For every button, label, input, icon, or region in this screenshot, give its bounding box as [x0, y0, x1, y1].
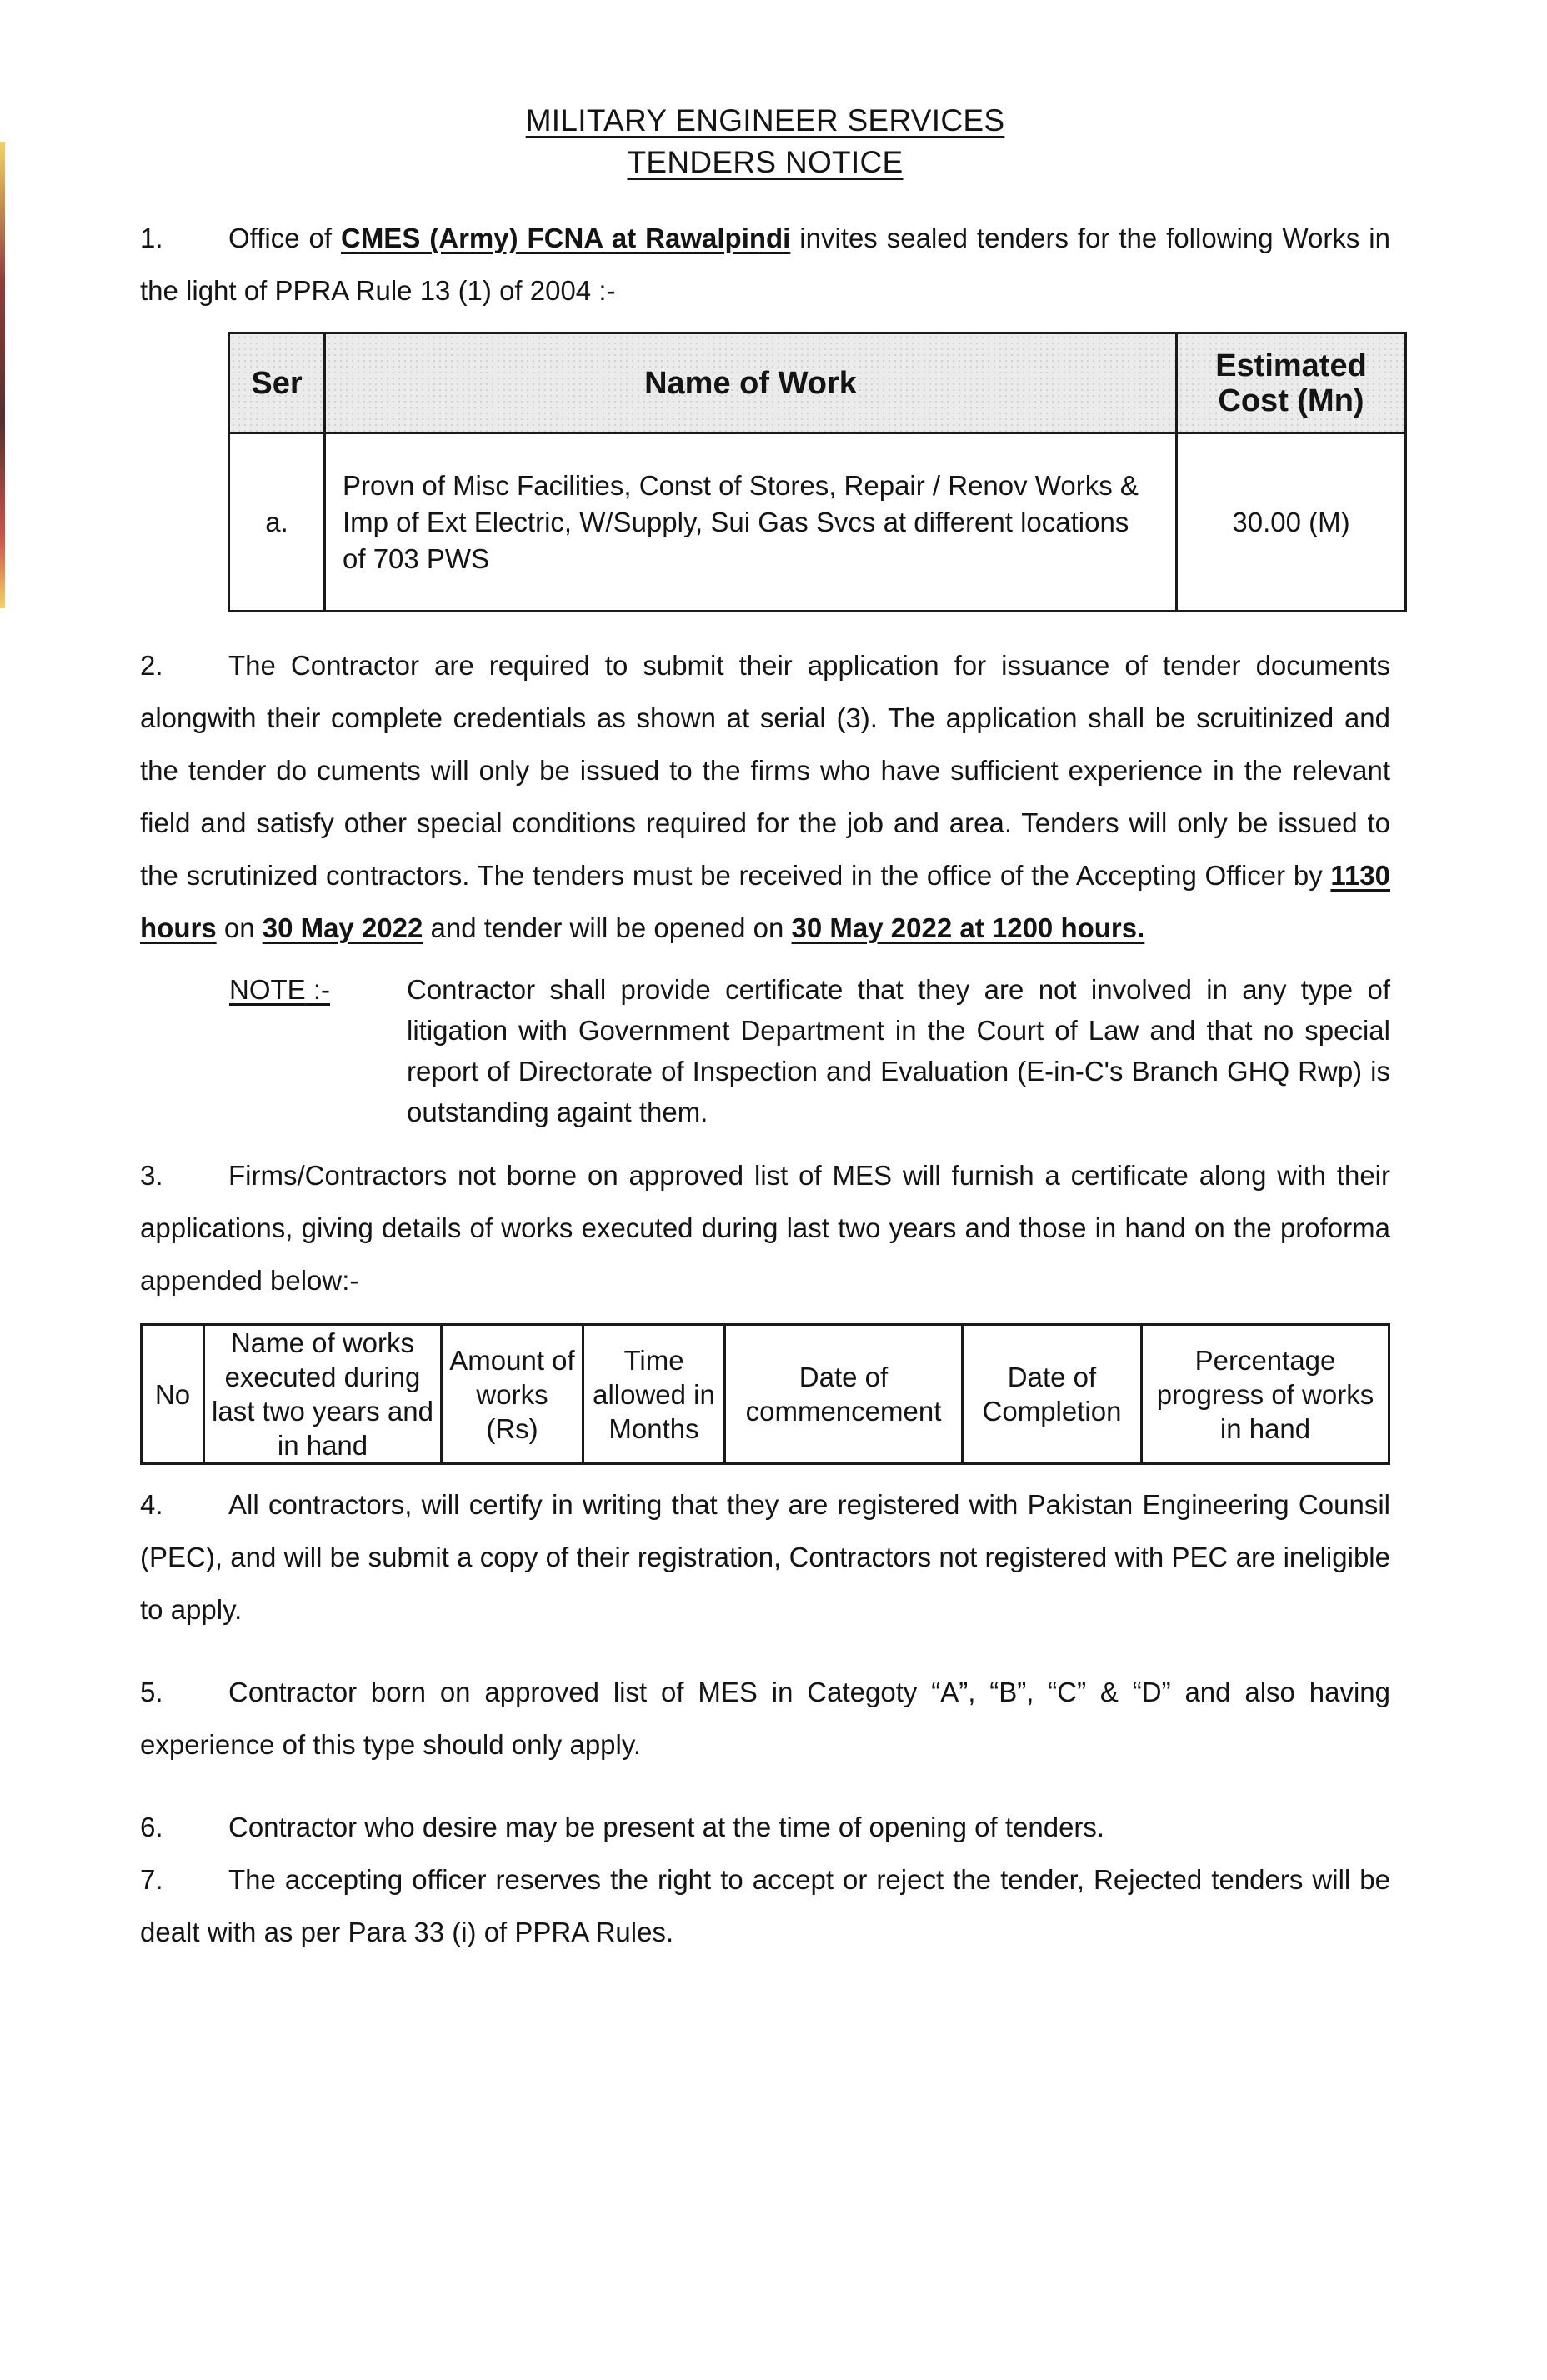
proforma-table: [140, 1323, 1390, 1465]
paragraph-4: 4. All contractors, will certify in writing that they are registered with Pakistan Engineering Counsil (PEC), and will be submit a copy of their registration, Contractors not registered with PEC are ineligible to apply.: [140, 1478, 1390, 1636]
submission-time: 1130 hours: [140, 860, 1390, 943]
paragraph-number: 5.: [140, 1677, 163, 1708]
paragraph-1: 1. Office of CMES (Army) FCNA at Rawalpindi invites sealed tenders for the following Works in the light of PPRA Rule 13 (1) of 2004 :-: [140, 212, 1390, 317]
paragraph-number: 2.: [140, 650, 163, 681]
title-line-1: MILITARY ENGINEER SERVICES: [525, 103, 1005, 138]
paragraph-number: 6.: [140, 1812, 163, 1842]
submission-date: 30 May 2022: [262, 912, 423, 943]
cell-name-of-work: Provn of Misc Facilities, Const of Stores, Repair / Renov Works & Imp of Ext Electric, W/Supply, Sui Gas Svcs at different locations of 703 PWS: [325, 433, 1177, 612]
office-name: CMES (Army) FCNA at Rawalpindi: [340, 222, 791, 253]
column-header-no: No: [142, 1325, 204, 1464]
paragraph-7: 7. The accepting officer reserves the right to accept or reject the tender, Rejected tenders will be dealt with as per Para 33 (i) of PPRA Rules.: [140, 1853, 1390, 1958]
paragraph-5: 5. Contractor born on approved list of MES in Categoty “A”, “B”, “C” & “D” and also having experience of this type should only apply.: [140, 1666, 1390, 1771]
works-table: [228, 332, 1407, 612]
paragraph-2: 2. The Contractor are required to submit their application for issuance of tender documents alongwith their complete credentials as shown at serial (3). The application shall be scruitinized and the tender do cuments will only be issued to the firms who have sufficient experience in the relevant field and satisfy other special conditions required for the job and area. Tenders will only be issued to the scrutinized contractors. The tenders must be received in the office of the Accepting Officer by 1130 hours on 30 May 2022 and tender will be opened on 30 May 2022 at 1200 hours.: [140, 639, 1390, 954]
paragraph-3: 3. Firms/Contractors not borne on approved list of MES will furnish a certificate along with their applications, giving details of works executed during last two years and those in hand on the proforma appended below:-: [140, 1149, 1390, 1307]
paragraph-6: 6. Contractor who desire may be present at the time of opening of tenders.: [140, 1801, 1390, 1853]
title-line-2: TENDERS NOTICE: [627, 145, 904, 179]
note-label: NOTE :-: [229, 974, 330, 1005]
column-header-name-of-works: Name of works executed during last two years and in hand: [204, 1325, 442, 1464]
column-header-percentage-progress: Percentage progress of works in hand: [1142, 1325, 1389, 1464]
table-header-row: [142, 1325, 1389, 1464]
note-block: [229, 969, 1390, 1132]
paragraph-number: 7.: [140, 1864, 163, 1895]
paragraph-number: 4.: [140, 1489, 163, 1520]
column-header-name-of-work: Name of Work: [325, 333, 1177, 433]
document-title: [140, 100, 1390, 183]
column-header-date-commencement: Date of commencement: [725, 1325, 963, 1464]
note-text: Contractor shall provide certificate that they are not involved in any type of litigation with Government Department in the Court of Law and that no special report of Directorate of Inspection and Evaluation (E-in-C's Branch GHQ Rwp) is outstanding againt them.: [407, 974, 1390, 1128]
cell-ser: a.: [229, 433, 325, 612]
paragraph-number: 3.: [140, 1160, 163, 1191]
scan-edge-artifact: [0, 142, 5, 608]
table-row: [229, 433, 1406, 612]
opening-date-time: 30 May 2022 at 1200 hours.: [791, 912, 1145, 943]
paragraph-number: 1.: [140, 222, 163, 253]
tender-notice-document: [140, 100, 1390, 1958]
table-header-row: [229, 333, 1406, 433]
column-header-estimated-cost: Estimated Cost (Mn): [1177, 333, 1406, 433]
column-header-ser: Ser: [229, 333, 325, 433]
column-header-time-allowed: Time allowed in Months: [583, 1325, 725, 1464]
column-header-date-completion: Date of Completion: [963, 1325, 1142, 1464]
cell-estimated-cost: 30.00 (M): [1177, 433, 1406, 612]
column-header-amount: Amount of works (Rs): [442, 1325, 583, 1464]
